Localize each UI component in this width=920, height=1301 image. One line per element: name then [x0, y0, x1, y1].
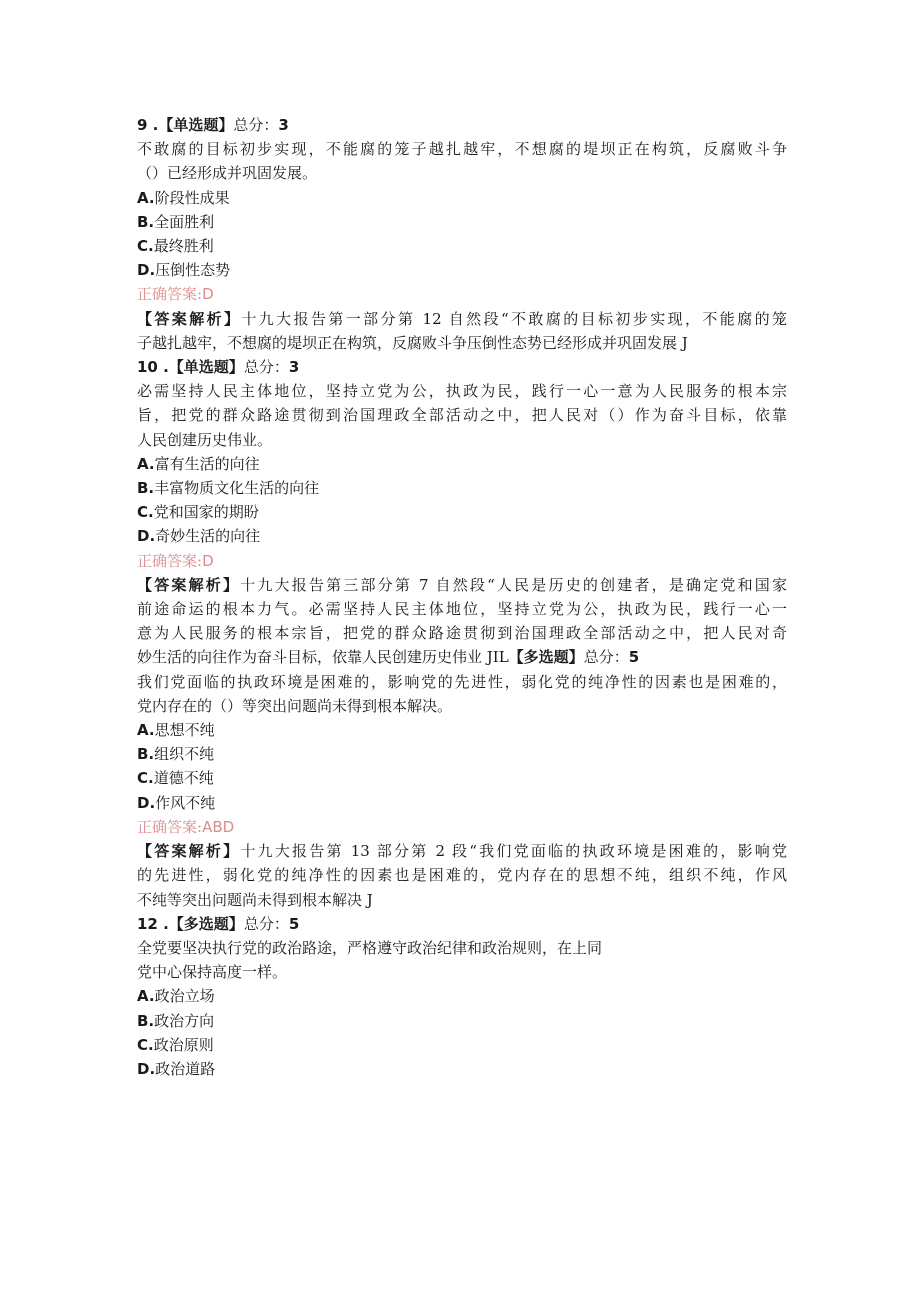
option-c: C.道德不纯: [137, 769, 214, 788]
answer-explanation: 不纯等突出问题尚未得到根本解决 J: [137, 890, 373, 909]
answer-explanation: 妙生活的向往作为奋斗目标，依靠人民创建历史伟业 JIL: [137, 648, 509, 667]
question-stem: 我们党面临的执政环境是困难的，影响党的先进性，弱化党的纯净性的因素也是困难的，: [137, 672, 787, 691]
question-stem: 全党要坚决执行党的政治路途，严格遵守政治纪律和政治规则，在上同: [137, 938, 603, 957]
question-number: 12: [137, 914, 158, 933]
answer-explanation: 【答案解析】十九大报告第三部分第 7 自然段“人民是历史的创建者，是确定党和国家: [137, 575, 787, 594]
correct-answer: 正确答案:D: [137, 285, 214, 304]
option-a: A.富有生活的向往: [137, 454, 260, 473]
option-d: D.政治道路: [137, 1059, 216, 1078]
answer-explanation: 意为人民服务的根本宗旨，把党的群众路途贯彻到治国理政全部活动之中，把人民对奇: [137, 624, 787, 643]
question-number: 9: [137, 116, 148, 134]
option-c: C.党和国家的期盼: [137, 503, 259, 522]
question-12: [137, 912, 787, 1081]
option-b: B.政治方向: [137, 1011, 215, 1030]
score-value: 3: [288, 358, 300, 377]
correct-answer: 正确答案:ABD: [137, 817, 235, 836]
answer-explanation: 【答案解析】十九大报告第一部分第 12 自然段“不敢腐的目标初步实现，不能腐的笼: [137, 309, 787, 328]
answer-explanation: 【答案解析】十九大报告第 13 部分第 2 段“我们党面临的执政环境是困难的，影响党: [137, 842, 787, 861]
question-stem: 党内存在的（）等突出问题尚未得到根本解决。: [137, 696, 453, 715]
option-d: D.压倒性态势: [137, 261, 231, 280]
question-type: 【单选题】: [158, 116, 234, 134]
question-stem: 不敢腐的目标初步实现，不能腐的笼子越扎越牢，不想腐的堤坝正在构筑，反腐败斗争: [137, 140, 787, 159]
option-a: A.思想不纯: [137, 721, 215, 740]
option-b: B.全面胜利: [137, 212, 215, 231]
question-11: [137, 670, 787, 912]
answer-explanation: 的先进性，弱化党的纯净性的因素也是困难的，党内存在的思想不纯，组织不纯，作风: [137, 866, 787, 885]
correct-answer: 正确答案:D: [137, 551, 214, 570]
question-10: [137, 355, 787, 670]
score-label: 总分：: [233, 116, 279, 134]
option-b: B.组织不纯: [137, 745, 215, 764]
question-11-header: [137, 645, 787, 669]
question-number: 10: [137, 358, 158, 377]
score-label: 总分：: [243, 914, 289, 933]
option-c: C.政治原则: [137, 1035, 214, 1054]
question-header: 12 .【多选题】总分：5: [137, 914, 300, 933]
question-header: 9 .【单选题】总分：3: [137, 116, 289, 134]
question-stem: 必需坚持人民主体地位，坚持立党为公，执政为民，践行一心一意为人民服务的根本宗: [137, 382, 787, 401]
score-label: 总分：: [583, 648, 629, 667]
question-type: 【多选题】: [508, 648, 584, 667]
score-value: 3: [278, 116, 289, 134]
question-stem: （）已经形成并巩固发展。: [137, 164, 318, 183]
question-stem: 旨，把党的群众路途贯彻到治国理政全部活动之中，把人民对（）作为奋斗目标，依靠: [137, 406, 787, 425]
answer-explanation: 前途命运的根本力气。必需坚持人民主体地位，坚持立党为公，执政为民，践行一心一: [137, 600, 787, 619]
document-page: [137, 113, 787, 1081]
option-a: A.政治立场: [137, 987, 215, 1006]
option-c: C.最终胜利: [137, 237, 214, 256]
option-a: A.阶段性成果: [137, 188, 230, 207]
question-header: 10 .【单选题】总分：3: [137, 358, 300, 377]
question-stem: 党中心保持高度一样。: [137, 963, 288, 982]
score-value: 5: [288, 914, 300, 933]
question-type: 【单选题】: [168, 358, 244, 377]
question-stem: 人民创建历史伟业。: [137, 430, 273, 449]
score-label: 总分：: [243, 358, 289, 377]
question-type: 【多选题】: [168, 914, 244, 933]
score-value: 5: [628, 648, 640, 667]
option-d: D.作风不纯: [137, 793, 216, 812]
question-9: [137, 113, 787, 355]
option-b: B.丰富物质文化生活的向往: [137, 479, 320, 498]
answer-explanation: 子越扎越牢，不想腐的堤坝正在构筑，反腐败斗争压倒性态势已经形成并巩固发展 J: [137, 333, 688, 352]
option-d: D.奇妙生活的向往: [137, 527, 261, 546]
